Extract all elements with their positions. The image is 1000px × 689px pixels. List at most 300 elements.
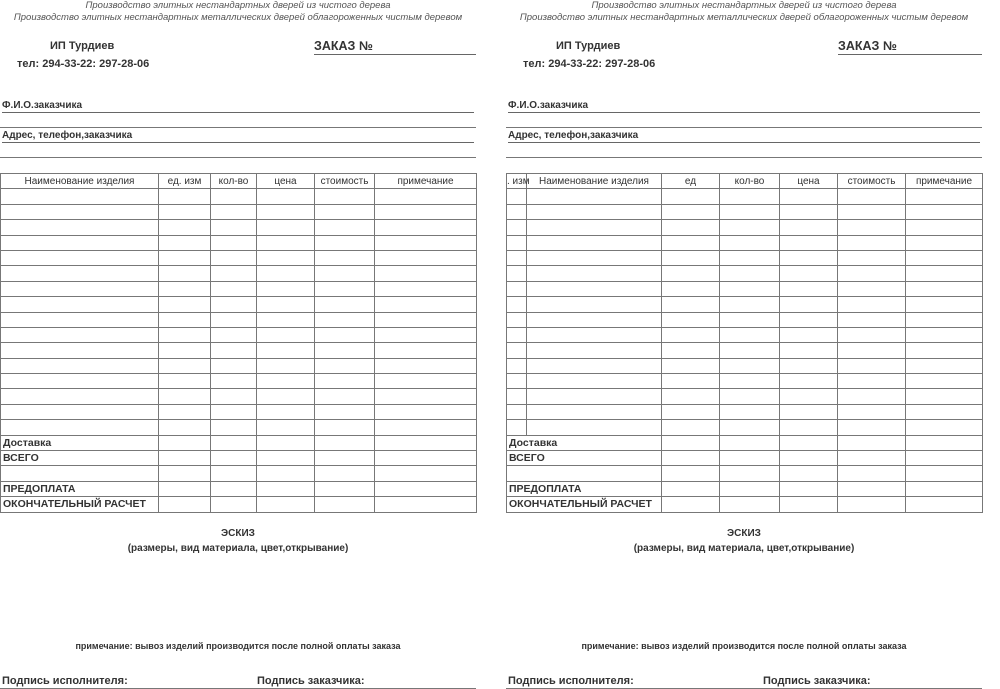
table-cell[interactable] <box>257 343 315 358</box>
table-cell[interactable] <box>507 374 527 389</box>
table-cell[interactable] <box>780 343 838 358</box>
table-cell[interactable] <box>257 189 315 204</box>
table-cell[interactable] <box>507 327 527 342</box>
table-cell[interactable] <box>662 374 720 389</box>
table-cell[interactable] <box>211 451 257 466</box>
table-cell[interactable] <box>315 266 375 281</box>
table-cell[interactable] <box>1 312 159 327</box>
table-cell[interactable] <box>211 389 257 404</box>
table-cell[interactable] <box>838 404 906 419</box>
table-cell[interactable] <box>375 435 477 450</box>
table-cell[interactable] <box>527 250 662 265</box>
table-row-delivery <box>1 435 477 450</box>
table-cell[interactable] <box>507 250 527 265</box>
table-cell[interactable] <box>906 343 983 358</box>
table-cell[interactable] <box>375 312 477 327</box>
table-cell[interactable] <box>507 389 527 404</box>
table-cell[interactable] <box>906 389 983 404</box>
table-cell[interactable] <box>211 435 257 450</box>
table-cell[interactable] <box>720 297 780 312</box>
table-cell[interactable] <box>257 374 315 389</box>
table-cell[interactable] <box>1 220 159 235</box>
table-cell[interactable] <box>838 497 906 512</box>
table-cell[interactable] <box>315 435 375 450</box>
table-cell[interactable] <box>315 374 375 389</box>
table-cell[interactable] <box>527 235 662 250</box>
table-cell[interactable] <box>315 312 375 327</box>
table-cell[interactable] <box>527 374 662 389</box>
table-cell[interactable] <box>662 250 720 265</box>
table-cell[interactable] <box>507 297 527 312</box>
table-cell[interactable] <box>375 497 477 512</box>
table-cell[interactable] <box>780 204 838 219</box>
col-header-note: примечание <box>906 174 983 189</box>
table-cell[interactable] <box>315 451 375 466</box>
table-cell[interactable] <box>662 327 720 342</box>
table-row <box>507 250 983 265</box>
customer-name-field[interactable]: Ф.И.О.заказчика <box>2 100 474 113</box>
table-cell[interactable] <box>527 281 662 296</box>
table-cell[interactable] <box>159 266 211 281</box>
table-cell[interactable] <box>662 481 720 496</box>
table-cell[interactable] <box>662 389 720 404</box>
table-cell[interactable] <box>159 435 211 450</box>
table-cell[interactable] <box>906 481 983 496</box>
table-cell[interactable] <box>906 312 983 327</box>
table-cell[interactable] <box>838 435 906 450</box>
table-cell[interactable] <box>315 420 375 435</box>
table-cell[interactable] <box>1 297 159 312</box>
table-cell[interactable] <box>315 404 375 419</box>
customer-name-field[interactable]: Ф.И.О.заказчика <box>508 100 980 113</box>
table-cell[interactable] <box>507 358 527 373</box>
table-cell[interactable] <box>527 220 662 235</box>
table-cell[interactable] <box>315 358 375 373</box>
table-cell[interactable] <box>211 281 257 296</box>
order-number-field[interactable]: ЗАКАЗ № <box>314 39 476 55</box>
table-cell[interactable] <box>527 189 662 204</box>
table-cell[interactable] <box>315 466 375 481</box>
table-cell[interactable] <box>159 358 211 373</box>
table-cell[interactable] <box>211 481 257 496</box>
table-cell[interactable] <box>838 327 906 342</box>
customer-address-field[interactable]: Адрес, телефон,заказчика <box>508 130 980 143</box>
table-cell[interactable] <box>780 481 838 496</box>
table-cell[interactable] <box>780 250 838 265</box>
table-cell[interactable] <box>527 312 662 327</box>
table-cell[interactable] <box>257 435 315 450</box>
table-cell[interactable] <box>906 404 983 419</box>
table-cell[interactable] <box>906 250 983 265</box>
table-cell[interactable] <box>159 235 211 250</box>
table-cell[interactable] <box>838 374 906 389</box>
table-cell[interactable] <box>315 220 375 235</box>
table-cell[interactable] <box>527 266 662 281</box>
table-cell[interactable] <box>375 404 477 419</box>
table-cell[interactable] <box>159 404 211 419</box>
table-cell[interactable] <box>720 374 780 389</box>
table-cell[interactable] <box>838 297 906 312</box>
table-cell[interactable] <box>159 312 211 327</box>
table-cell[interactable] <box>662 297 720 312</box>
table-cell[interactable] <box>662 404 720 419</box>
table-cell[interactable] <box>780 435 838 450</box>
final-payment-label: ОКОНЧАТЕЛЬНЫЙ РАСЧЕТ <box>507 497 662 512</box>
table-cell[interactable] <box>211 466 257 481</box>
table-cell[interactable] <box>720 420 780 435</box>
table-cell[interactable] <box>838 389 906 404</box>
table-cell[interactable] <box>720 312 780 327</box>
table-cell[interactable] <box>780 266 838 281</box>
sketch-title: ЭСКИЗ <box>221 528 255 539</box>
table-cell[interactable] <box>838 266 906 281</box>
table-cell[interactable] <box>315 281 375 296</box>
table-cell[interactable] <box>780 189 838 204</box>
table-cell[interactable] <box>662 266 720 281</box>
table-cell[interactable] <box>159 297 211 312</box>
table-cell[interactable] <box>257 250 315 265</box>
table-cell[interactable] <box>838 204 906 219</box>
table-cell[interactable] <box>315 389 375 404</box>
table-cell[interactable] <box>720 220 780 235</box>
table-cell[interactable] <box>906 420 983 435</box>
table-cell[interactable] <box>315 189 375 204</box>
sketch-subtitle: (размеры, вид материала, цвет,открывание) <box>127 543 349 554</box>
table-cell[interactable] <box>211 358 257 373</box>
delivery-label: Доставка <box>507 435 662 450</box>
col-header-note: примечание <box>375 174 477 189</box>
table-cell[interactable] <box>507 189 527 204</box>
table-row <box>1 250 477 265</box>
table-cell[interactable] <box>720 281 780 296</box>
table-cell[interactable] <box>507 420 527 435</box>
table-cell[interactable] <box>1 327 159 342</box>
prepayment-label: ПРЕДОПЛАТА <box>507 481 662 496</box>
table-cell[interactable] <box>375 343 477 358</box>
table-cell[interactable] <box>159 420 211 435</box>
col-header-price: цена <box>780 174 838 189</box>
table-cell[interactable] <box>906 266 983 281</box>
table-cell[interactable] <box>662 435 720 450</box>
table-cell[interactable] <box>375 281 477 296</box>
table-cell[interactable] <box>720 327 780 342</box>
table-row <box>507 189 983 204</box>
table-row-final <box>1 497 477 512</box>
table-cell[interactable] <box>375 220 477 235</box>
table-cell[interactable] <box>375 466 477 481</box>
table-cell[interactable] <box>1 420 159 435</box>
table-row <box>507 404 983 419</box>
table-cell[interactable] <box>1 358 159 373</box>
table-cell[interactable] <box>720 250 780 265</box>
table-cell[interactable] <box>159 189 211 204</box>
table-cell[interactable] <box>375 374 477 389</box>
table-cell[interactable] <box>1 466 159 481</box>
table-cell[interactable] <box>257 497 315 512</box>
table-cell[interactable] <box>375 481 477 496</box>
table-cell[interactable] <box>906 204 983 219</box>
table-cell[interactable] <box>507 235 527 250</box>
table-cell[interactable] <box>838 466 906 481</box>
table-cell[interactable] <box>375 327 477 342</box>
table-cell[interactable] <box>838 235 906 250</box>
table-cell[interactable] <box>527 420 662 435</box>
table-cell[interactable] <box>507 404 527 419</box>
table-cell[interactable] <box>257 327 315 342</box>
table-cell[interactable] <box>720 497 780 512</box>
customer-name-line <box>506 127 982 128</box>
table-cell[interactable] <box>257 312 315 327</box>
table-cell[interactable] <box>375 266 477 281</box>
table-cell[interactable] <box>159 327 211 342</box>
table-cell[interactable] <box>838 451 906 466</box>
table-cell[interactable] <box>211 297 257 312</box>
table-cell[interactable] <box>211 497 257 512</box>
table-cell[interactable] <box>720 466 780 481</box>
table-cell[interactable] <box>159 389 211 404</box>
table-cell[interactable] <box>507 343 527 358</box>
table-row <box>1 266 477 281</box>
table-cell[interactable] <box>211 250 257 265</box>
table-cell[interactable] <box>1 250 159 265</box>
table-cell[interactable] <box>211 343 257 358</box>
table-cell[interactable] <box>838 343 906 358</box>
table-cell[interactable] <box>780 327 838 342</box>
table-cell[interactable] <box>1 343 159 358</box>
table-cell[interactable] <box>1 404 159 419</box>
table-cell[interactable] <box>780 466 838 481</box>
table-cell[interactable] <box>507 312 527 327</box>
table-cell[interactable] <box>662 220 720 235</box>
table-cell[interactable] <box>1 189 159 204</box>
table-cell[interactable] <box>906 435 983 450</box>
table-cell[interactable] <box>375 451 477 466</box>
table-cell[interactable] <box>375 189 477 204</box>
table-cell[interactable] <box>211 189 257 204</box>
table-cell[interactable] <box>838 281 906 296</box>
table-cell[interactable] <box>507 281 527 296</box>
customer-signature-label: Подпись заказчика: <box>763 675 871 687</box>
table-row <box>1 358 477 373</box>
table-cell[interactable] <box>527 204 662 219</box>
table-cell[interactable] <box>662 189 720 204</box>
table-cell[interactable] <box>838 358 906 373</box>
table-cell[interactable] <box>375 297 477 312</box>
table-cell[interactable] <box>211 220 257 235</box>
table-cell[interactable] <box>375 389 477 404</box>
table-cell[interactable] <box>211 404 257 419</box>
table-cell[interactable] <box>906 358 983 373</box>
table-cell[interactable] <box>838 189 906 204</box>
table-cell[interactable] <box>662 358 720 373</box>
table-cell[interactable] <box>257 297 315 312</box>
table-row <box>507 220 983 235</box>
final-payment-label: ОКОНЧАТЕЛЬНЫЙ РАСЧЕТ <box>1 497 159 512</box>
table-cell[interactable] <box>315 497 375 512</box>
table-cell[interactable] <box>906 189 983 204</box>
table-cell[interactable] <box>906 451 983 466</box>
table-cell[interactable] <box>720 204 780 219</box>
table-cell[interactable] <box>662 281 720 296</box>
delivery-label: Доставка <box>1 435 159 450</box>
total-label: ВСЕГО <box>1 451 159 466</box>
table-cell[interactable] <box>159 250 211 265</box>
table-cell[interactable] <box>257 420 315 435</box>
table-cell[interactable] <box>1 374 159 389</box>
table-cell[interactable] <box>662 204 720 219</box>
table-cell[interactable] <box>780 420 838 435</box>
table-cell[interactable] <box>507 204 527 219</box>
col-header-unit-short: . изм <box>507 174 527 189</box>
table-cell[interactable] <box>375 250 477 265</box>
table-row <box>1 204 477 219</box>
table-cell[interactable] <box>662 343 720 358</box>
table-cell[interactable] <box>780 312 838 327</box>
table-cell[interactable] <box>906 297 983 312</box>
table-cell[interactable] <box>527 297 662 312</box>
order-number-field[interactable]: ЗАКАЗ № <box>838 39 982 55</box>
table-cell[interactable] <box>375 235 477 250</box>
table-cell[interactable] <box>1 389 159 404</box>
table-cell[interactable] <box>159 343 211 358</box>
table-row <box>507 389 983 404</box>
table-cell[interactable] <box>257 389 315 404</box>
table-cell[interactable] <box>257 220 315 235</box>
table-cell[interactable] <box>257 451 315 466</box>
table-cell[interactable] <box>211 204 257 219</box>
table-row <box>507 374 983 389</box>
table-cell[interactable] <box>662 466 720 481</box>
table-cell[interactable] <box>159 481 211 496</box>
table-cell[interactable] <box>1 204 159 219</box>
table-cell[interactable] <box>315 343 375 358</box>
table-cell[interactable] <box>662 497 720 512</box>
table-cell[interactable] <box>257 235 315 250</box>
table-row <box>1 220 477 235</box>
customer-address-field[interactable]: Адрес, телефон,заказчика <box>2 130 474 143</box>
table-cell[interactable] <box>662 451 720 466</box>
table-cell[interactable] <box>315 204 375 219</box>
table-cell[interactable] <box>720 389 780 404</box>
table-cell[interactable] <box>159 220 211 235</box>
table-cell[interactable] <box>906 466 983 481</box>
company-phone: тел: 294-33-22: 297-28-06 <box>523 58 656 70</box>
table-cell[interactable] <box>375 204 477 219</box>
table-cell[interactable] <box>507 220 527 235</box>
table-cell[interactable] <box>507 466 662 481</box>
table-cell[interactable] <box>780 297 838 312</box>
items-body-left <box>1 189 477 435</box>
table-cell[interactable] <box>315 250 375 265</box>
table-cell[interactable] <box>211 420 257 435</box>
table-cell[interactable] <box>838 312 906 327</box>
table-cell[interactable] <box>315 327 375 342</box>
table-cell[interactable] <box>838 420 906 435</box>
table-cell[interactable] <box>527 404 662 419</box>
table-cell[interactable] <box>662 235 720 250</box>
table-cell[interactable] <box>315 297 375 312</box>
table-cell[interactable] <box>780 281 838 296</box>
table-cell[interactable] <box>780 451 838 466</box>
table-cell[interactable] <box>211 312 257 327</box>
table-row-total <box>507 451 983 466</box>
table-cell[interactable] <box>906 374 983 389</box>
table-cell[interactable] <box>780 497 838 512</box>
table-cell[interactable] <box>780 374 838 389</box>
table-cell[interactable] <box>1 281 159 296</box>
table-cell[interactable] <box>720 266 780 281</box>
table-cell[interactable] <box>257 481 315 496</box>
table-cell[interactable] <box>211 327 257 342</box>
table-cell[interactable] <box>507 266 527 281</box>
table-cell[interactable] <box>720 451 780 466</box>
table-cell[interactable] <box>257 404 315 419</box>
table-cell[interactable] <box>257 266 315 281</box>
table-cell[interactable] <box>838 250 906 265</box>
table-cell[interactable] <box>257 358 315 373</box>
table-cell[interactable] <box>720 189 780 204</box>
table-cell[interactable] <box>159 374 211 389</box>
company-name: ИП Турдиев <box>50 40 115 52</box>
table-cell[interactable] <box>211 374 257 389</box>
table-cell[interactable] <box>315 235 375 250</box>
table-cell[interactable] <box>780 389 838 404</box>
table-cell[interactable] <box>838 220 906 235</box>
table-cell[interactable] <box>906 281 983 296</box>
table-cell[interactable] <box>780 404 838 419</box>
table-cell[interactable] <box>211 235 257 250</box>
table-cell[interactable] <box>780 220 838 235</box>
table-cell[interactable] <box>159 497 211 512</box>
table-cell[interactable] <box>662 312 720 327</box>
table-cell[interactable] <box>720 235 780 250</box>
table-cell[interactable] <box>720 404 780 419</box>
table-cell[interactable] <box>527 343 662 358</box>
table-cell[interactable] <box>780 358 838 373</box>
customer-name-line <box>0 127 476 128</box>
table-cell[interactable] <box>720 343 780 358</box>
table-cell[interactable] <box>780 235 838 250</box>
table-cell[interactable] <box>159 204 211 219</box>
table-cell[interactable] <box>159 451 211 466</box>
table-cell[interactable] <box>720 481 780 496</box>
table-cell[interactable] <box>720 435 780 450</box>
table-cell[interactable] <box>257 466 315 481</box>
table-cell[interactable] <box>375 358 477 373</box>
order-form-left <box>0 0 476 689</box>
table-cell[interactable] <box>527 358 662 373</box>
table-cell[interactable] <box>257 204 315 219</box>
table-cell[interactable] <box>159 466 211 481</box>
table-cell[interactable] <box>906 220 983 235</box>
table-cell[interactable] <box>527 327 662 342</box>
table-row <box>507 358 983 373</box>
table-cell[interactable] <box>906 327 983 342</box>
table-cell[interactable] <box>838 481 906 496</box>
table-cell[interactable] <box>906 235 983 250</box>
table-cell[interactable] <box>906 497 983 512</box>
table-cell[interactable] <box>720 358 780 373</box>
table-cell[interactable] <box>1 266 159 281</box>
table-cell[interactable] <box>315 481 375 496</box>
table-cell[interactable] <box>662 420 720 435</box>
table-cell[interactable] <box>159 281 211 296</box>
table-cell[interactable] <box>527 389 662 404</box>
table-cell[interactable] <box>211 266 257 281</box>
table-cell[interactable] <box>375 420 477 435</box>
table-cell[interactable] <box>257 281 315 296</box>
table-cell[interactable] <box>1 235 159 250</box>
